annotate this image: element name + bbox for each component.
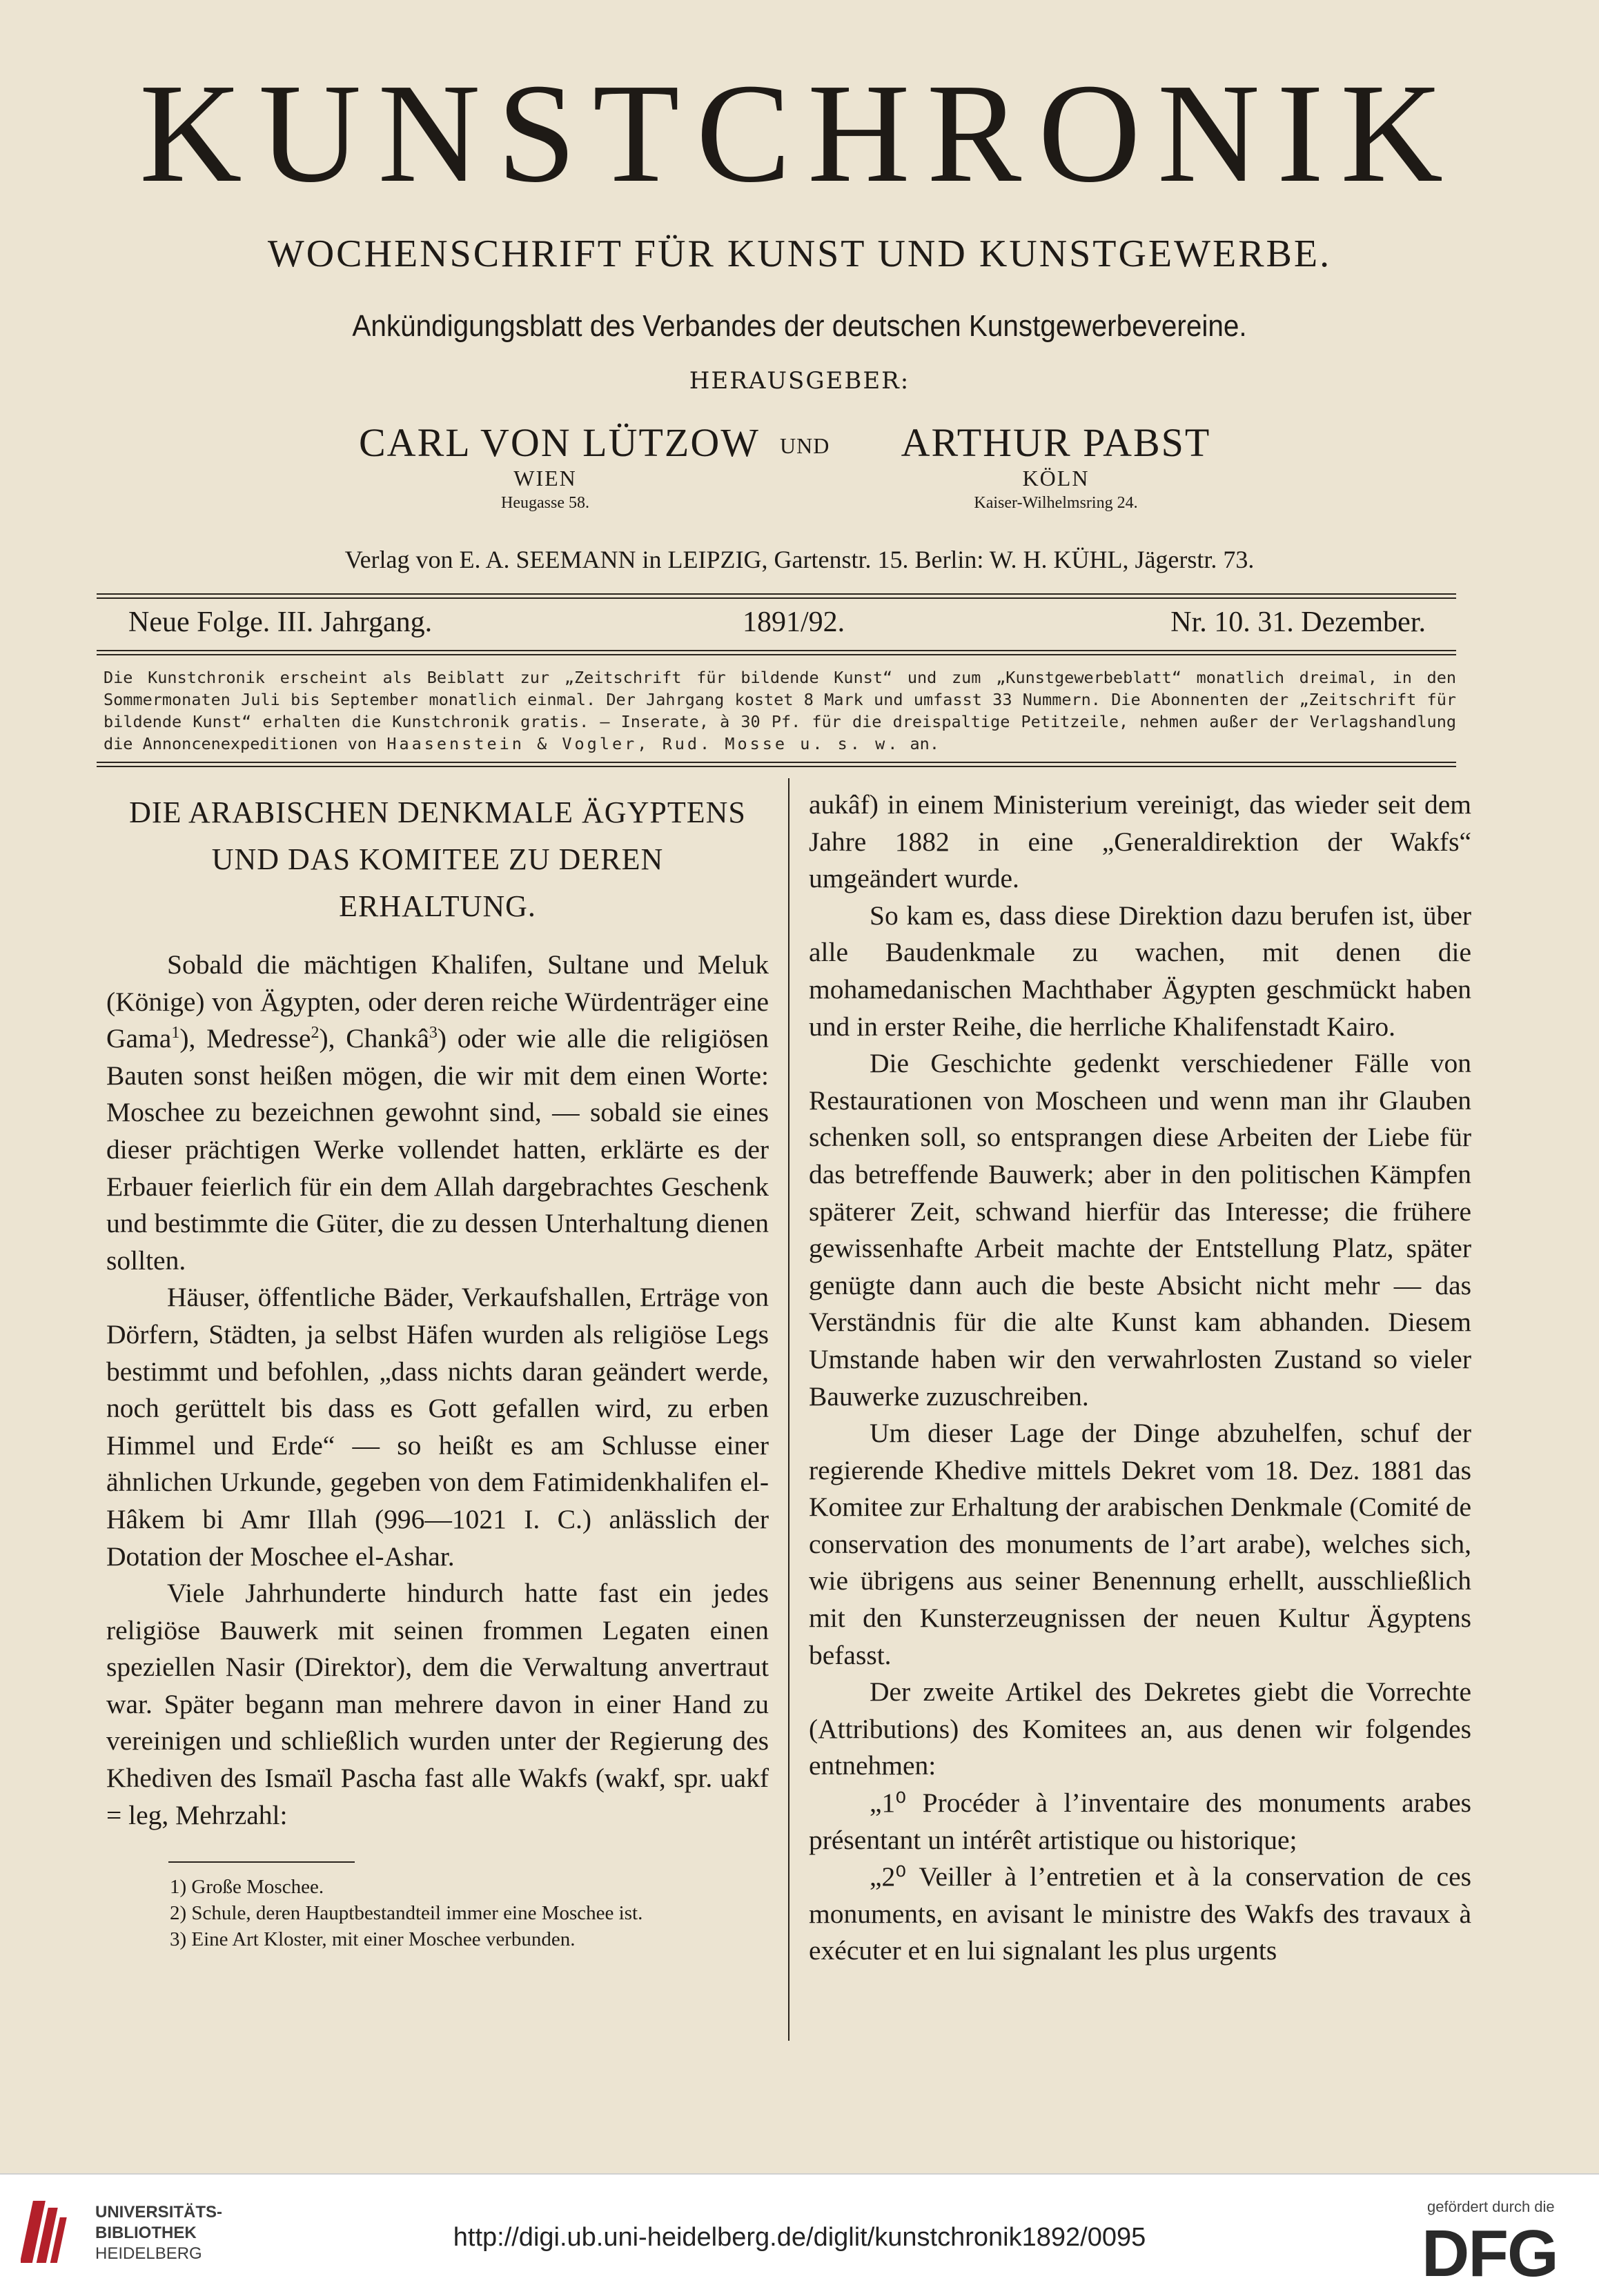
editor-left [359, 419, 760, 513]
notice-rule [97, 762, 1456, 763]
editor-right [890, 419, 1222, 513]
paragraph: „1⁰ Procéder à l’inventaire des monuments arabes présentant un intérêt artistique ou historique; [809, 1788, 1471, 1855]
viewer-footer [0, 2173, 1599, 2296]
article-title-line-1: DIE ARABISCHEN DENKMALE ÄGYPTENS [129, 795, 746, 829]
paragraph: Viele Jahrhunderte hindurch hatte fast ein jedes religiöse Bauwerk mit seinen frommen Legaten einen speziellen Nasir (Direktor), dem die Verwaltung anvertraut war. Später begann man mehrere davon in einer Hand zu vereinigen und schließlich wurden unter der Regierung des Khediven des Ismaïl Pascha fast alle Wakfs (wakf, spr. uakf = leg, Mehrzahl: [106, 1578, 769, 1830]
issue-year: 1891/92. [743, 606, 845, 638]
paragraph: So kam es, dass diese Direktion dazu berufen ist, über alle Baudenkmale zu wachen, mit denen die mohamedanischen Machthaber Ägypten geschmückt haben und in erster Reihe, die herrliche Khalifenstadt Kairo. [809, 900, 1471, 1042]
issue-series: Neue Folge. III. Jahrgang. [128, 606, 433, 638]
journal-organ-line: Ankündigungsblatt des Verbandes der deutschen Kunstgewerbevereine. [352, 309, 1247, 343]
editor-right-name: ARTHUR PABST [901, 420, 1211, 465]
paragraph: Der zweite Artikel des Dekretes giebt die Vorrechte (Attributions) des Komitees an, aus denen wir folgendes entnehmen: [809, 1676, 1471, 1781]
editors-conjunction: UND [780, 433, 830, 458]
university-library-name: UNIVERSITÄTS- BIBLIOTHEK HEIDELBERG [95, 2203, 223, 2263]
journal-subtitle: WOCHENSCHRIFT FÜR KUNST UND KUNSTGEWERBE. [267, 232, 1332, 275]
paragraph: Die Geschichte gedenkt verschiedener Fälle von Restaurationen von Moscheen und wenn man ihr Glauben schenken soll, so entsprangen diese Arbeiten der Liebe für das betreffende Bauwerk; aber in den politischen Kämpfen späterer Zeit, schwand hierfür das Interesse; die frühere gewissenhafte Arbeit machte der Entstellung Platz, später genügte dann auch die beste Absicht nicht mehr — das Verständnis für die alte Kunst kam abhanden. Diesem Umstande haben wir den verwahrlosten Zustand so vieler Bauwerke zuzuschreiben. [809, 1048, 1471, 1412]
footnote: 1) Große Moschee. [170, 1876, 324, 1899]
journal-title: KUNSTCHRONIK [139, 54, 1460, 212]
editor-left-city: WIEN [513, 466, 577, 491]
notice-rule-2 [97, 766, 1456, 767]
notice-text: Die Kunstchronik erscheint als Beiblatt zur „Zeitschrift für bildende Kunst“ und zum „Kunstgewerbeblatt“ monatlich dreimal, in den Sommermonaten Juli bis September monatlich einmal. Der Jahrgang kostet 8 Mark und umfasst 33 Nummern. Die Abonnenten der „Zeitschrift für bildende Kunst“ erhalten die Kunstchronik gratis. — Inserate, à 30 Pf. für die dreispaltige Petitzeile, nehmen außer der Verlagshandlung die Annoncenexpeditionen von [104, 668, 1456, 753]
dfg-logo: DFG [1422, 2217, 1558, 2290]
article-right-column [809, 786, 1471, 1970]
paragraph: „2⁰ Veiller à l’entretien et à la conservation de ces monuments, en avisant le ministre des Wakfs des travaux à exécuter et en lui signalant les plus urgents [809, 1861, 1471, 1966]
footnote: 2) Schule, deren Hauptbestandteil immer eine Moschee ist. [170, 1902, 643, 1925]
issue-info-row [124, 606, 1429, 647]
header-rule-top [97, 593, 1456, 595]
paragraph: Häuser, öffentliche Bäder, Verkaufshallen, Erträge von Dörfern, Städten, ja selbst Häfen wurden als religiöse Legs bestimmt und befohlen, „dass nichts daran geändert werde, noch gerüttelt bis dass es Gott gefallen wird, zu erben Himmel und Erde“ — so heißt es am Schlusse einer ähnlichen Urkunde, gegeben von dem Fatimidenkhalifen el-Hâkem bi Amr Illah (996—1021 I. C.) anlässlich der Dotation der Moschee el-Ashar. [106, 1282, 769, 1572]
editor-left-address: Heugasse 58. [501, 494, 589, 512]
notice-end: an. [900, 734, 939, 753]
header-rule-mid-2 [97, 654, 1456, 655]
footnote-rule [168, 1861, 355, 1863]
article-title-line-3: ERHALTUNG. [339, 889, 536, 923]
editor-right-address: Kaiser-Wilhelmsring 24. [974, 494, 1138, 512]
publisher-line: Verlag von E. A. SEEMANN in LEIPZIG, Gartenstr. 15. Berlin: W. H. KÜHL, Jägerstr. 73. [344, 546, 1255, 573]
article-title [106, 789, 769, 930]
paragraph: Um dieser Lage der Dinge abzuhelfen, schuf der regierende Khedive mittels Dekret vom 18. Dez. 1881 das Komitee zur Erhaltung der arabischen Denkmale (Comité de conservation des monuments de l’art arabe), welches sich, wie übrigens aus seiner Benennung erhellt, ausschließlich mit den Kunsterzeugnissen der neuen Kultur Ägyptens befasst. [809, 1418, 1471, 1670]
document-url-link[interactable]: http://digi.ub.uni-heidelberg.de/diglit/kunstchronik1892/0095 [453, 2223, 1146, 2252]
editors-block [0, 419, 1599, 523]
paragraph: Sobald die mächtigen Khalifen, Sultane und Meluk (Könige) von Ägypten, oder deren reiche Würdenträger eine Gama$^1$), Medresse$^2$), Chankâ$^3$) oder wie alle die religiösen Bauten sonst heißen mögen, die wir mit dem einen Worte: Moschee zu bezeichnen gewohnt sind, — sobald sie eines dieser prächtigen Werke vollendet hatten, erklärte es der Erbauer feierlich für ein dem Allah dargebrachtes Geschenk und bestimmte die Güter, die zu dessen Unterhaltung dienen sollten. [106, 949, 769, 1276]
funding-caption: gefördert durch die [1427, 2198, 1555, 2215]
issue-number-date: Nr. 10. 31. Dezember. [1170, 606, 1426, 638]
header-rule-top-2 [97, 597, 1456, 599]
header-rule-mid [97, 650, 1456, 651]
article-title-line-2: UND DAS KOMITEE ZU DEREN [211, 842, 664, 876]
editor-right-city: KÖLN [1022, 466, 1090, 491]
paragraph: aukâf) in einem Ministerium vereinigt, das wieder seit dem Jahre 1882 in eine „Generaldirektion der Wakfs“ umgeändert wurde. [809, 789, 1471, 894]
notice-firms: Haasenstein & Vogler, Rud. Mosse u. s. w. [386, 734, 901, 753]
article-left-column [106, 786, 769, 1952]
footnote: 3) Eine Art Kloster, mit einer Moschee verbunden. [170, 1928, 576, 1951]
masthead [0, 54, 1599, 395]
herausgeber-label: HERAUSGEBER: [689, 367, 910, 395]
column-divider [788, 778, 789, 2041]
subscription-notice [104, 666, 1456, 755]
editor-left-name: CARL VON LÜTZOW [359, 420, 760, 465]
